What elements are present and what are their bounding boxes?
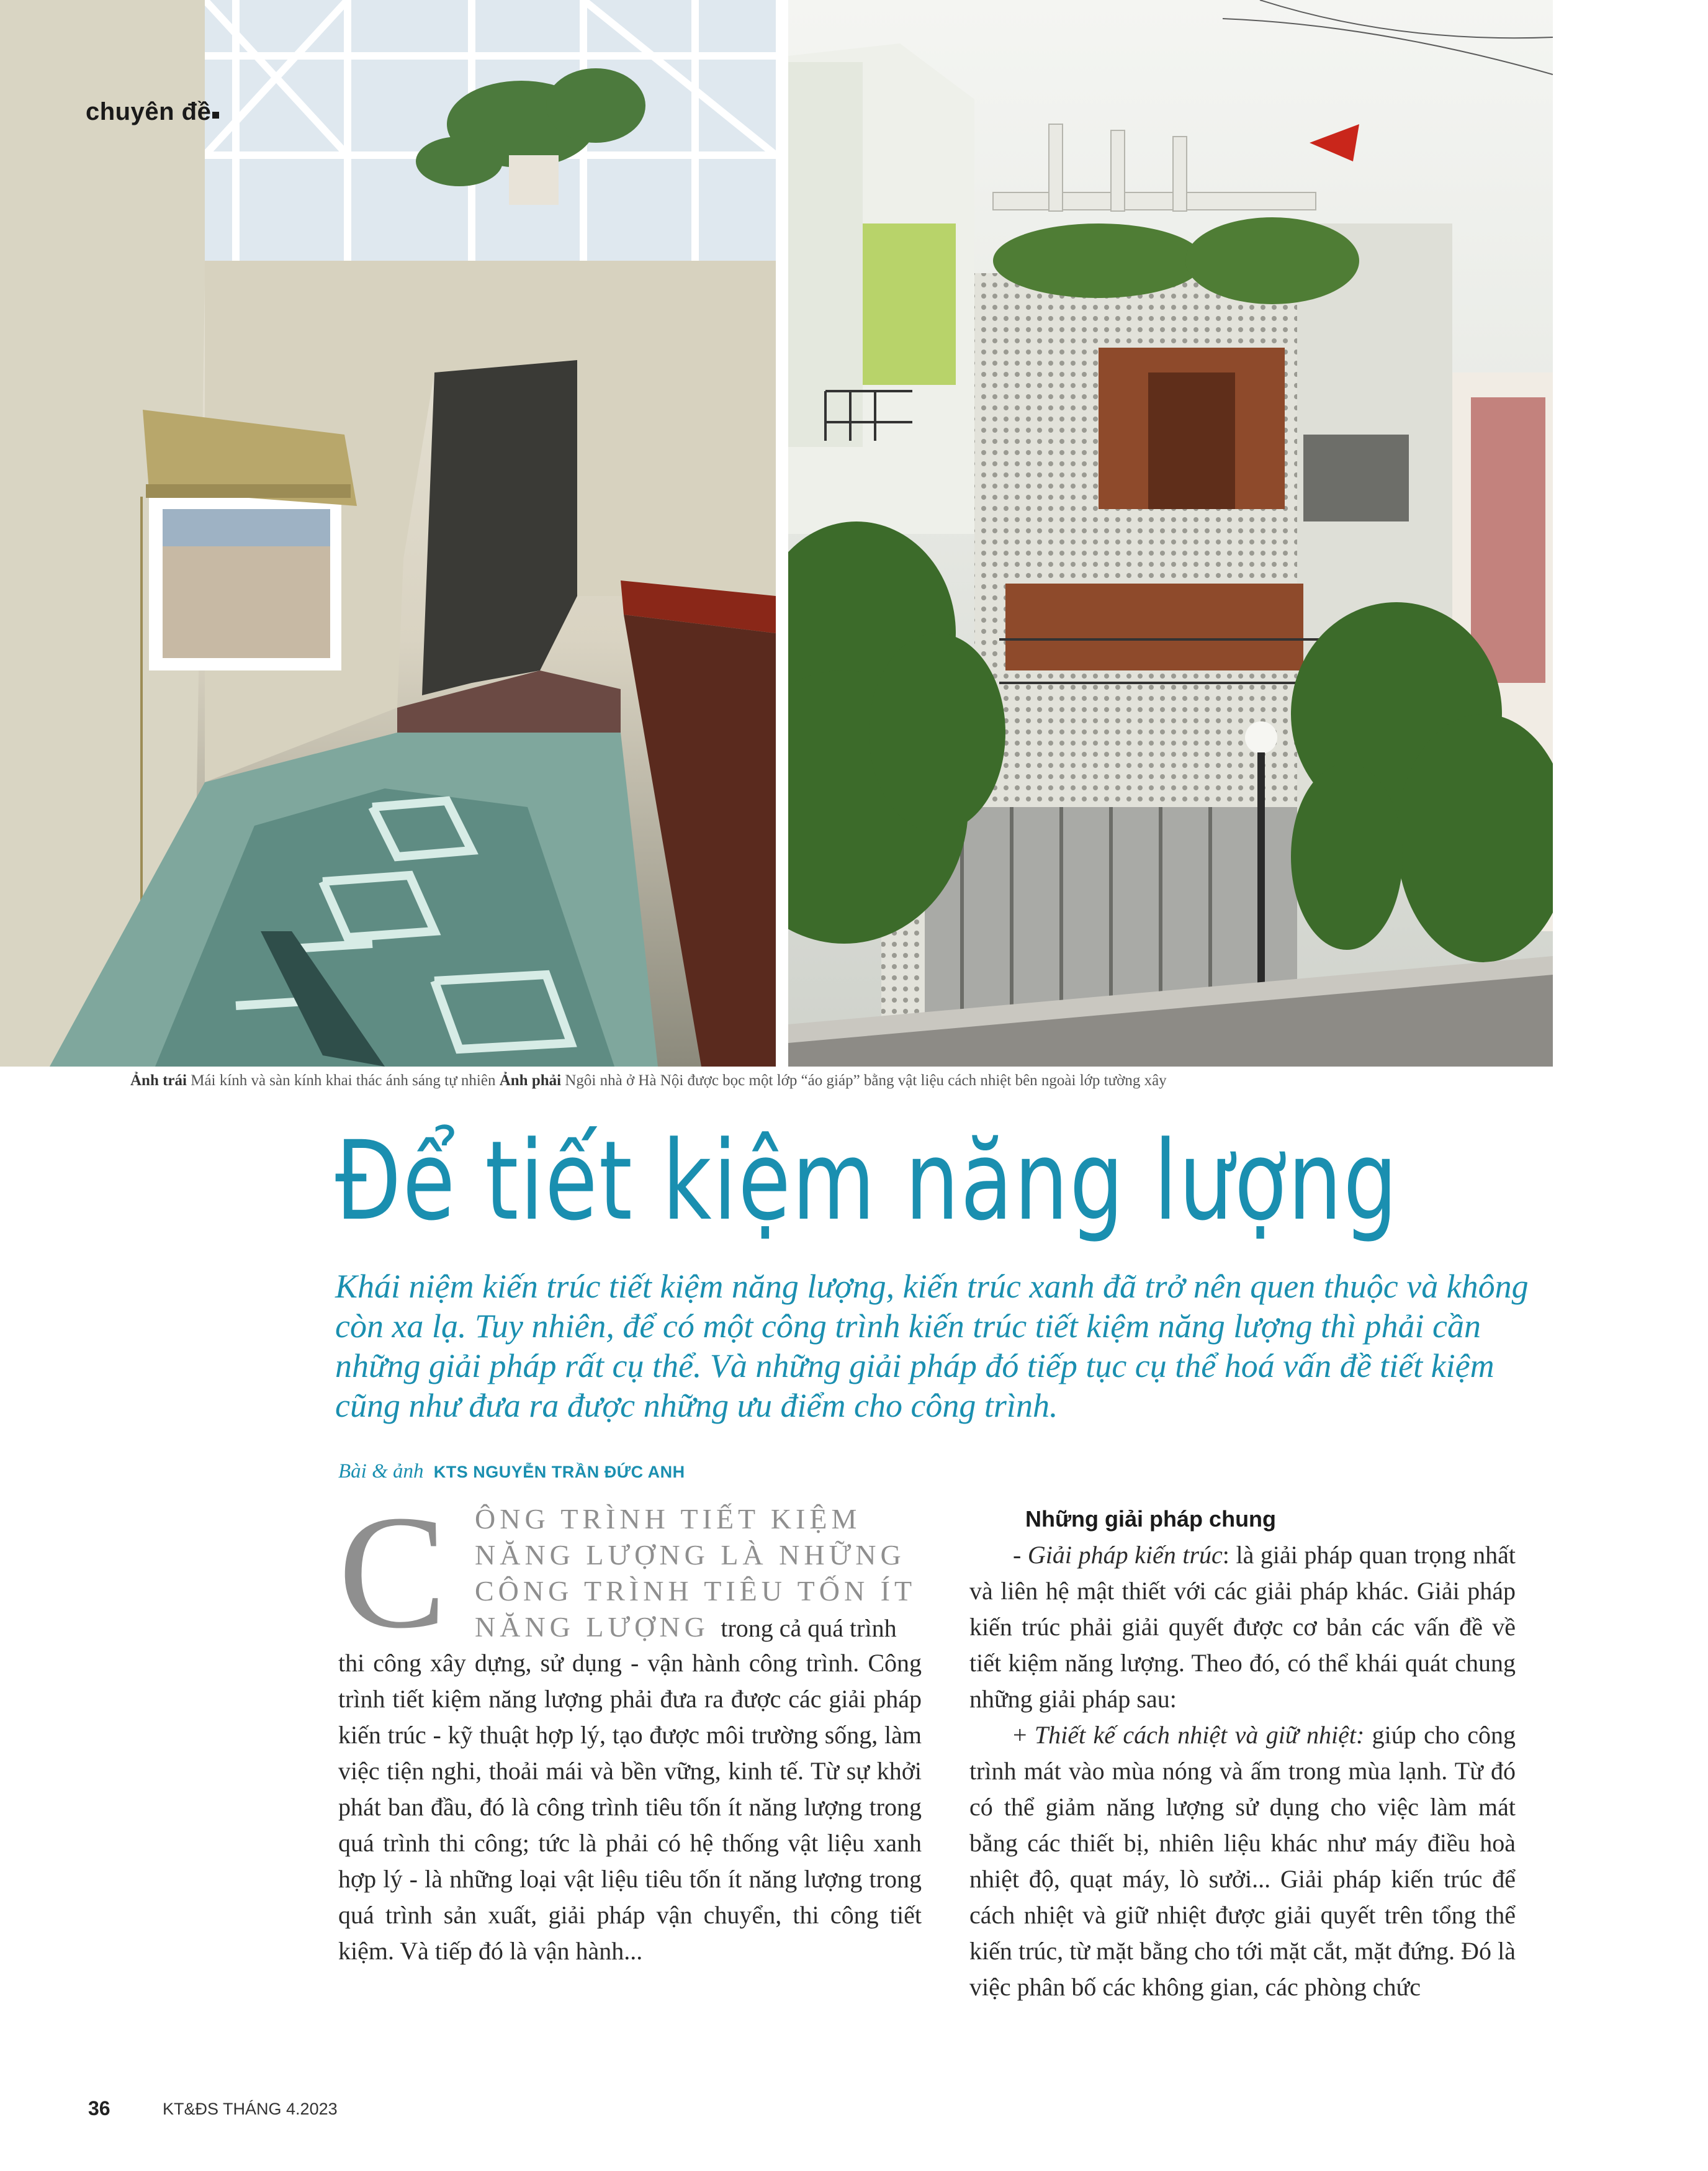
section-tag: chuyên đề — [86, 98, 219, 126]
caps-line-3: CÔNG TRÌNH TIÊU TỐN ÍT — [475, 1575, 917, 1607]
byline-author: KTS NGUYỄN TRẦN ĐỨC ANH — [433, 1463, 685, 1481]
photo-right-illustration — [788, 0, 1553, 1067]
caps-line-tail: trong cả quá trình — [721, 1614, 897, 1642]
caps-line-2: NĂNG LƯỢNG LÀ NHỮNG — [475, 1539, 906, 1571]
p1-text: : là giải pháp quan trọng nhất và liên hệ mật thiết với các giải pháp khác. Giải pháp kiến trúc phải giải quyết được cơ bản các vấn đề về tiết kiệm năng lượng. Theo đó, có thể khái quát chung những giải pháp sau: — [969, 1541, 1516, 1713]
p1-italic: Giải pháp kiến trúc — [1027, 1541, 1223, 1569]
magazine-issue: KT&ĐS THÁNG 4.2023 — [163, 2100, 338, 2118]
page-number: 36 — [88, 2097, 110, 2119]
caption-right-text: Ngôi nhà ở Hà Nội được bọc một lớp “áo giáp” bằng vật liệu cách nhiệt bên ngoài lớp tường xây — [565, 1072, 1167, 1089]
caps-line-1: ÔNG TRÌNH TIẾT KIỆM — [475, 1503, 861, 1535]
caps-line-4-text: NĂNG LƯỢNG — [475, 1611, 709, 1643]
p2-text: giúp cho công trình mát vào mùa nóng và ấm trong mùa lạnh. Từ đó có thể giảm năng lượng sử dụng cho việc làm mát bằng các thiết bị, nhiên liệu khác như máy điều hoà nhiệt độ, quạt máy, lò sưởi... Giải pháp kiến trúc để cách nhiệt và giữ nhiệt được giải quyết trên tổng thể kiến trúc, từ mặt bằng cho tới mặt cắt, mặt đứng. Đó là việc phân bố các không gian, các phòng chức — [969, 1721, 1516, 2001]
byline-role: Bài & ảnh — [338, 1460, 424, 1483]
left-body-text: thi công xây dựng, sử dụng - vận hành công trình. Công trình tiết kiệm năng lượng phải đưa ra được các giải pháp kiến trúc - kỹ thuật hợp lý, tạo được môi trường sống, làm việc tiện nghi, thoải mái và bền vững, kinh tế. Từ sự khởi phát ban đầu, đó là công trình tiêu tốn ít năng lượng trong quá trình thi công; tức là phải có hệ thống vật liệu xanh hợp lý - là những loại vật liệu tiêu tốn ít năng lượng trong quá trình sản xuất, giải pháp vận chuyển, thi công tiết kiệm. Và tiếp đó là vận hành... — [338, 1649, 922, 1965]
section-tag-dot — [212, 112, 219, 119]
subheading: Những giải pháp chung — [1025, 1506, 1277, 1532]
caps-line-4 — [475, 1609, 897, 1646]
p2-prefix: + — [1013, 1721, 1035, 1749]
p1-prefix: - — [1013, 1541, 1028, 1569]
caption-left-text: Mái kính và sàn kính khai thác ánh sáng tự nhiên — [191, 1072, 496, 1089]
drop-cap: C — [338, 1482, 447, 1662]
p2-italic: Thiết kế cách nhiệt và giữ nhiệt: — [1034, 1721, 1365, 1749]
photo-left-glass-floor — [0, 0, 776, 1067]
caption-left-label: Ảnh trái — [130, 1072, 187, 1089]
photo-left-illustration — [0, 0, 776, 1067]
article-lead: Khái niệm kiến trúc tiết kiệm năng lượng, kiến trúc xanh đã trở nên quen thuộc và không còn xa lạ. Tuy nhiên, để có một công trình kiến trúc tiết kiệm năng lượng thì phải cần những giải pháp rất cụ thể. Và những giải pháp đó tiếp tục cụ thể hoá vấn đề tiết kiệm cũng như đưa ra được những ưu điểm cho công trình. — [335, 1268, 1529, 1424]
photo-right-townhouse — [788, 0, 1553, 1067]
byline — [338, 1460, 685, 1483]
column-right — [969, 1501, 1516, 2005]
paragraph-insulation — [969, 1717, 1516, 2005]
photo-caption — [130, 1072, 1576, 1090]
paragraph-architecture-solution — [969, 1537, 1516, 1717]
caption-right-label: Ảnh phải — [499, 1072, 562, 1089]
article-title: Để tiết kiệm năng lượng — [335, 1117, 1399, 1245]
